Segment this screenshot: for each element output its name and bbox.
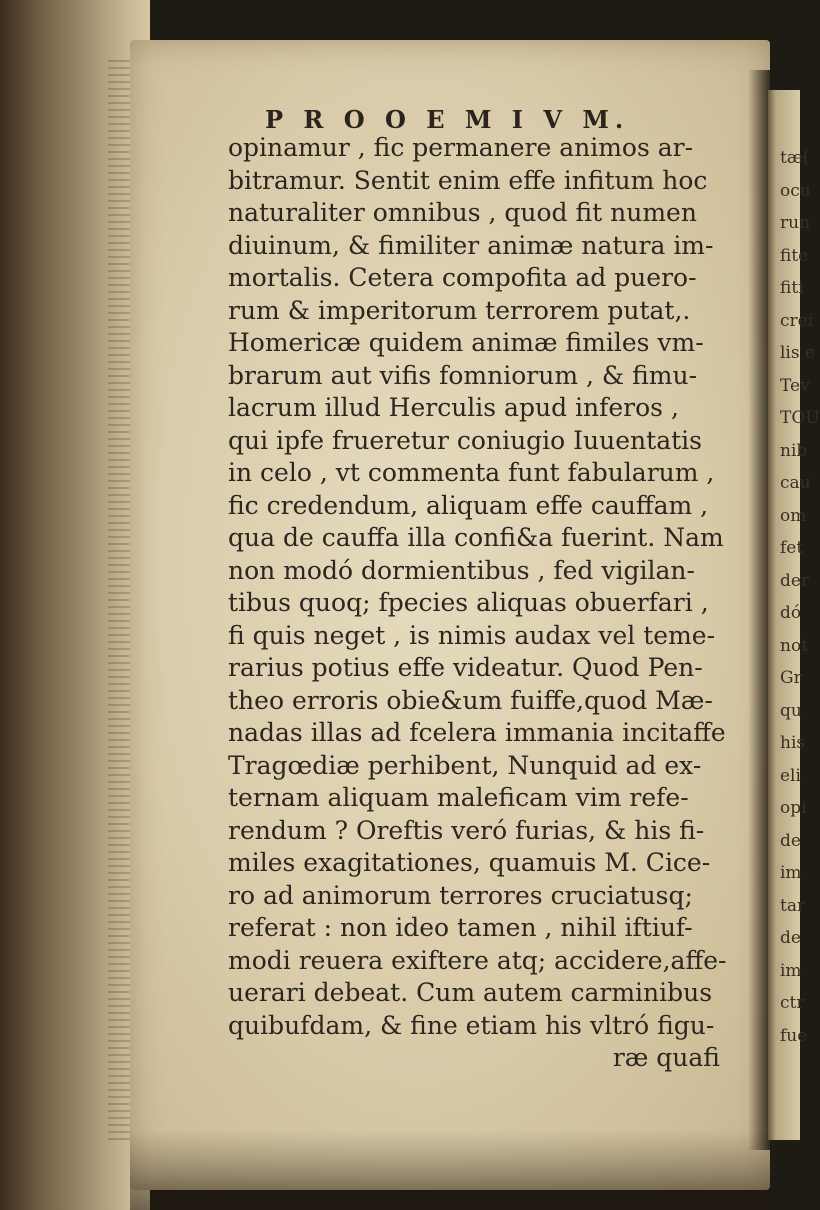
facing-page-fragment: fite	[780, 245, 809, 266]
page-fold-shadow	[748, 70, 770, 1150]
facing-page-fragment: Gr	[780, 668, 802, 688]
facing-page-fragment: run	[780, 213, 811, 233]
facing-page-fragment: cau	[780, 473, 811, 493]
facing-page-fragment: dó	[780, 603, 802, 623]
text-line: theo erroris obie&um fuiffe,quod Mæ-	[228, 685, 713, 715]
text-line: fic credendum, aliquam effe cauffam ,	[228, 490, 709, 520]
text-line: quibufdam, & fine etiam his vltró figu-	[228, 1010, 715, 1040]
text-line: diuinum, & fimiliter animæ natura im-	[228, 230, 714, 260]
text-line: miles exagitationes, quamuis M. Cice-	[228, 848, 711, 877]
facing-page-fragment: de	[780, 830, 801, 851]
text-line: brarum aut vifis fomniorum , & fimu-	[228, 360, 698, 390]
facing-page-fragment: not	[780, 635, 809, 656]
facing-page-fragment: fue	[780, 1025, 808, 1046]
facing-page-fragment: ocu	[780, 180, 811, 201]
text-line: Homericæ quidem animæ fimiles vm-	[228, 328, 704, 357]
text-line: fi quis neget , is nimis audax vel teme-	[228, 620, 716, 650]
facing-page-fragment: Tev	[780, 375, 810, 396]
text-line: referat : non ideo tamen , nihil iftiuf-	[228, 913, 693, 942]
text-line: uerari debeat. Cum autem carminibus	[228, 978, 713, 1007]
text-block	[228, 132, 748, 1075]
facing-page-fragment: TOU	[780, 408, 820, 428]
text-line: naturaliter omnibus , quod fit numen	[228, 198, 697, 227]
text-line: opinamur , fic permanere animos ar-	[228, 133, 694, 162]
facing-page-fragment: his	[780, 733, 806, 753]
text-line: bitramur. Sentit enim effe infitum hoc	[228, 165, 708, 195]
binding-gutter	[0, 0, 150, 1210]
bottom-shadow	[130, 1130, 770, 1210]
facing-page-fragment: im	[780, 960, 802, 981]
text-line: rarius potius effe videatur. Quod Pen-	[228, 653, 703, 682]
facing-page-fragment: de	[780, 928, 801, 948]
text-line: non modó dormientibus , fed vigilan-	[228, 555, 695, 585]
text-line: qua de cauffa illa confi&a fuerint. Nam	[228, 523, 724, 552]
facing-page-fragment: qu	[780, 700, 802, 721]
text-line: ro ad animorum terrores cruciatusq;	[228, 880, 693, 910]
text-line: rendum ? Oreftis veró furias, & his fi-	[228, 815, 705, 845]
text-line: in celo , vt commenta funt fabularum ,	[228, 458, 715, 487]
facing-page-fragment: im	[780, 863, 802, 883]
text-line: ternam aliquam maleficam vim refe-	[228, 783, 689, 812]
facing-page-fragment: fiti	[780, 278, 804, 298]
facing-page-fragment: lis e	[780, 343, 816, 363]
catchword: ræ quafi	[612, 1043, 720, 1072]
facing-page-fragment: om	[780, 505, 807, 526]
text-line: modi reuera exiftere atq; accidere,affe-	[228, 945, 727, 975]
facing-page-fragment: tar	[780, 895, 806, 916]
running-head: P R O O E M I V M.	[265, 105, 630, 134]
facing-page-strip	[768, 90, 820, 1140]
facing-page-fragment: creí	[780, 310, 814, 331]
text-line: lacrum illud Herculis apud inferos ,	[228, 393, 679, 422]
text-line: rum & imperitorum terrorem putat,.	[228, 295, 691, 325]
text-line: qui ipfe frueretur coniugio Iuuentatis	[228, 425, 702, 455]
facing-page-fragment: tæ(	[780, 148, 810, 168]
text-line: nadas illas ad fcelera immania incitaffe	[228, 718, 726, 747]
facing-page-fragment: fet	[780, 538, 804, 558]
facing-page-fragment: ctr	[780, 993, 805, 1013]
text-line: tibus quoq; fpecies aliquas obuerfari ,	[228, 588, 709, 617]
facing-page-fragment: nib	[780, 440, 808, 461]
facing-page-fragment: der	[780, 570, 810, 591]
facing-page-fragment: eli	[780, 765, 801, 786]
facing-page-fragment: opi	[780, 798, 807, 818]
text-line: mortalis. Cetera compofita ad puero-	[228, 263, 697, 292]
text-line: Tragœdiæ perhibent, Nunquid ad ex-	[228, 750, 702, 780]
